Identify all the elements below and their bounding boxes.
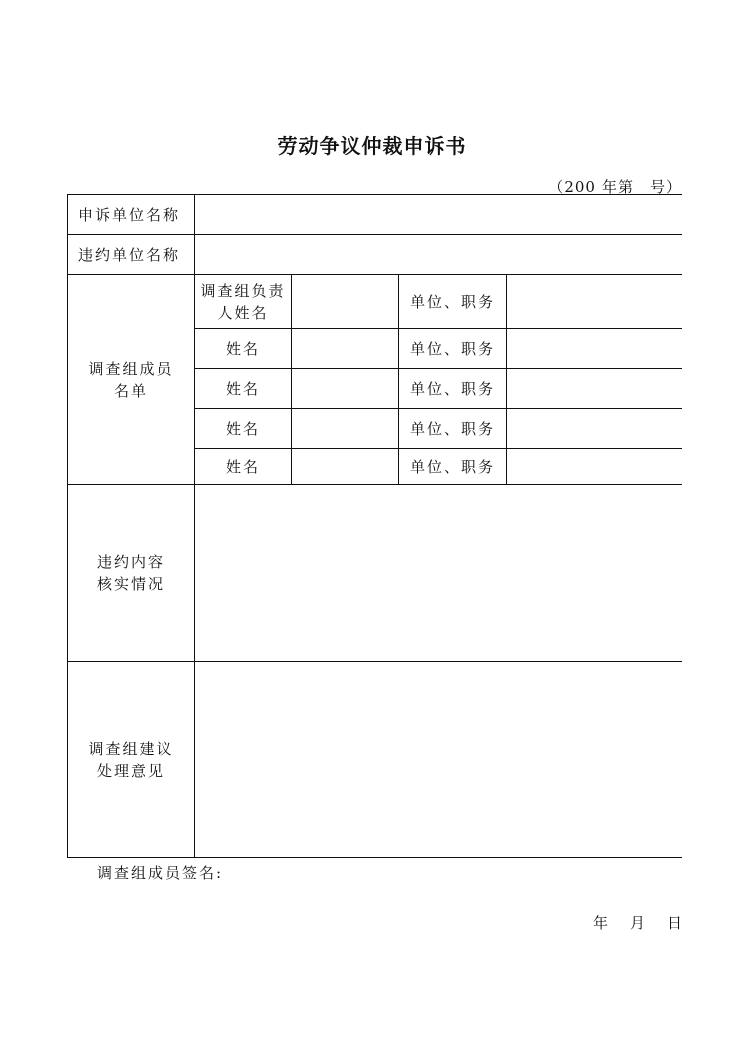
doc-number-year-label: 年第 <box>601 178 634 196</box>
team-members-label <box>68 275 195 485</box>
member-name-label: 姓名 <box>195 369 292 409</box>
date-month-label: 月 <box>629 914 645 932</box>
verification-label <box>68 485 195 662</box>
appellant-unit-value[interactable] <box>195 195 682 235</box>
team-members-label-line1: 调查组成员 <box>88 359 174 378</box>
date-year-label: 年 <box>592 914 608 932</box>
complaint-form-table <box>67 194 682 858</box>
member-unit-position-label: 单位、职务 <box>399 369 507 409</box>
leader-name-label-line1: 调查组负责 <box>200 281 286 300</box>
member-name-value[interactable] <box>292 449 399 485</box>
opinion-label-line1: 调查组建议 <box>88 739 174 758</box>
member-unit-position-label: 单位、职务 <box>399 449 507 485</box>
violating-unit-label: 违约单位名称 <box>68 235 195 275</box>
doc-number-close: ） <box>665 178 682 196</box>
leader-name-label-line2: 人姓名 <box>217 303 269 322</box>
appellant-unit-row <box>68 195 682 235</box>
leader-name-label <box>195 275 292 329</box>
member-name-label: 姓名 <box>195 449 292 485</box>
verification-row <box>68 485 682 662</box>
leader-unit-position-label: 单位、职务 <box>399 275 507 329</box>
doc-number-year-prefix: 200 <box>564 178 596 196</box>
member-unit-position-value[interactable] <box>507 369 682 409</box>
verification-value[interactable] <box>195 485 682 662</box>
member-unit-position-label: 单位、职务 <box>399 409 507 449</box>
member-name-value[interactable] <box>292 409 399 449</box>
member-name-value[interactable] <box>292 329 399 369</box>
signature-date <box>593 912 682 933</box>
appellant-unit-label: 申诉单位名称 <box>68 195 195 235</box>
signature-label: 调查组成员签名: <box>97 864 224 882</box>
leader-row <box>68 275 682 329</box>
page-title: 劳动争议仲裁申诉书 <box>277 134 467 158</box>
doc-number-number-label: 号 <box>649 178 666 196</box>
member-name-label: 姓名 <box>195 409 292 449</box>
member-unit-position-label: 单位、职务 <box>399 329 507 369</box>
member-unit-position-value[interactable] <box>507 329 682 369</box>
leader-unit-position-value[interactable] <box>507 275 682 329</box>
team-members-label-line2: 名单 <box>113 381 148 400</box>
member-unit-position-value[interactable] <box>507 409 682 449</box>
opinion-value[interactable] <box>195 662 682 858</box>
date-day-label: 日 <box>666 914 682 932</box>
opinion-label <box>68 662 195 858</box>
violating-unit-value[interactable] <box>195 235 682 275</box>
violating-unit-row <box>68 235 682 275</box>
leader-name-value[interactable] <box>292 275 399 329</box>
verification-label-line2: 核实情况 <box>96 575 165 593</box>
member-name-label: 姓名 <box>195 329 292 369</box>
member-unit-position-value[interactable] <box>507 449 682 485</box>
member-name-value[interactable] <box>292 369 399 409</box>
opinion-label-line2: 处理意见 <box>96 761 165 780</box>
doc-number-open: （ <box>548 178 565 196</box>
opinion-row <box>68 662 682 858</box>
verification-label-line1: 违约内容 <box>96 553 165 571</box>
